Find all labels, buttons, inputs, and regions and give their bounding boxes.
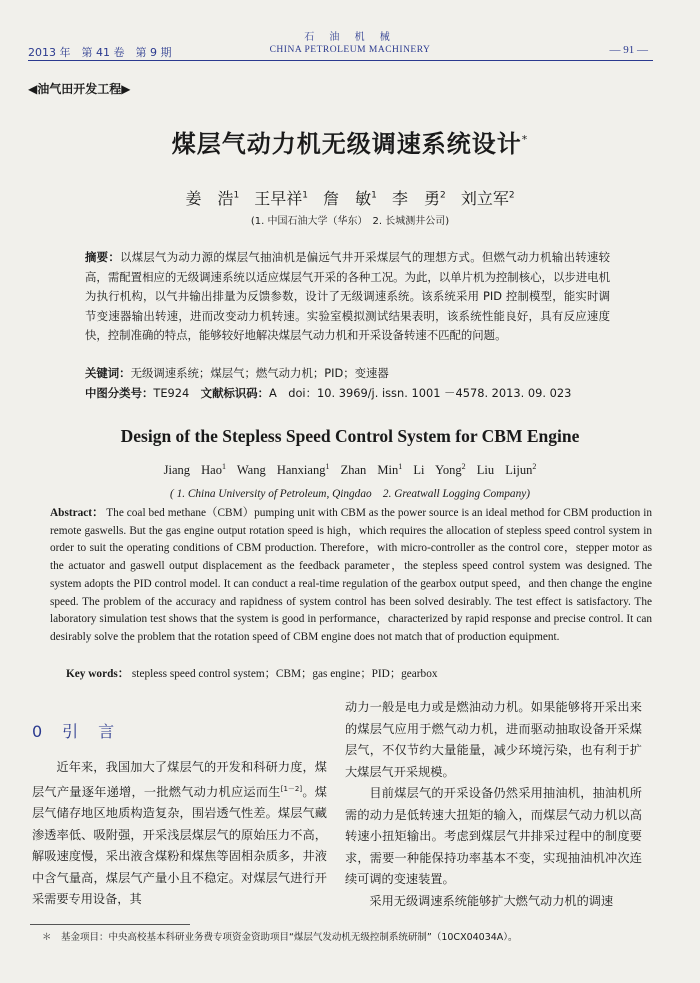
keywords-cn <box>85 365 625 381</box>
keywords-en-text: stepless speed control system；CBM；gas engine；PID；gearbox <box>131 668 438 680</box>
abstract-cn-label: 摘要： <box>85 250 121 264</box>
doc-code: A <box>269 386 277 400</box>
keywords-en <box>66 665 666 681</box>
author-affil-mark: 1 <box>371 190 377 201</box>
author-name: 姜 浩 <box>185 189 234 208</box>
author-list-cn <box>0 186 700 209</box>
body-left-column <box>32 757 327 911</box>
author-en <box>341 463 403 477</box>
author-affil-mark: 1 <box>221 462 226 471</box>
author-name: 王早祥 <box>254 189 303 208</box>
author-en <box>477 463 537 477</box>
author-cn <box>185 189 239 208</box>
issue-info: 2013 年 第 41 卷 第 9 期 <box>28 46 172 59</box>
author-affil-mark: 1 <box>302 190 309 201</box>
keywords-en-label: Key words： <box>66 668 130 680</box>
right-paragraph-1: 动力一般是电力或是燃油动力机。如果能够将开采出来的煤层气应用于燃气动力机，进而驱动抽取设备开采煤层气，不仅节约大量能量，减少环境污染，也有利于扩大煤层气开采规模。 <box>345 700 642 779</box>
right-paragraph-2: 目前煤层气的开采设备仍然采用抽油机，抽油机所需的动力是低转速大扭矩的输入，而煤层气动力机以高转速小扭矩输出。考虑到煤层气井排采过程中的制度要求，需要一种能保持功率基本不变，实现抽油机冲次连续可调的变速装置。 <box>345 786 642 886</box>
author-affil-mark: 2 <box>461 462 466 471</box>
clc-label: 中图分类号： <box>85 386 154 400</box>
keywords-cn-label: 关键词： <box>85 366 131 380</box>
author-name: 李 勇 <box>391 189 440 208</box>
author-affil-mark: 2 <box>439 190 446 201</box>
author-affil-mark: 1 <box>398 462 403 471</box>
paper-title-en: Design of the Stepless Speed Control System for CBM Engine <box>120 426 580 446</box>
author-affil-mark: 2 <box>508 190 515 201</box>
intro-paragraph: 近年来，我国加大了煤层气的开发和科研力度，煤层气产量逐年递增，一批燃气动力机应运而生 <box>32 760 327 799</box>
journal-masthead <box>0 28 700 55</box>
author-affil-mark: 1 <box>325 462 330 471</box>
author-name: Liu Lijun <box>476 463 533 478</box>
author-cn <box>461 189 515 208</box>
affiliations-cn: (1. 中国石油大学（华东） 2. 长城测井公司) <box>250 216 450 227</box>
page-number: — 91 — <box>609 44 648 56</box>
abstract-cn <box>85 248 610 346</box>
affiliations-en: ( 1. China University of Petroleum, Qingdao 2. Greatwall Logging Company) <box>169 488 530 500</box>
author-name: 詹 敏 <box>323 189 372 208</box>
author-list-en <box>0 462 700 478</box>
doc-code-label: 文献标识码： <box>200 386 270 400</box>
keywords-cn-text: 无级调速系统；煤层气；燃气动力机；PID；变速器 <box>130 366 389 380</box>
title-cn-text: 煤层气动力机无级调速系统设计 <box>171 130 522 158</box>
author-name: Li Yong <box>413 463 462 478</box>
author-cn <box>254 189 308 208</box>
doi: doi：10. 3969/j. issn. 1001 －4578. 2013. 09. 023 <box>288 386 572 400</box>
author-en <box>164 463 226 477</box>
body-right-column <box>345 697 642 912</box>
clc-code: TE924 <box>153 386 190 400</box>
header-rule <box>28 60 653 61</box>
footnote-rule <box>30 924 190 925</box>
abstract-cn-text: 以煤层气为动力源的煤层气抽油机是偏远气井开采煤层气的理想方式。但燃气动力机输出转速较高，需配置相应的无级调速系统以适应煤层气开采的各种工况。为此，以单片机为控制核心，以步进电机为执行机构，以气井输出排量为反馈参数，设计了无级调速系统。该系统采用 PID 控制模型，能实时调节变速器输出转速，进而改变动力机转速。实验室模拟测试结果表明，该系统性能良好，具有反应速度快，控制准确的特点，能够较好地解决煤层气动力机和开采设备转速不匹配的问题。 <box>85 250 610 342</box>
classification-line <box>85 385 645 401</box>
author-name: 刘立军 <box>460 189 509 208</box>
citation: [1－2] <box>280 784 303 793</box>
abstract-en-label: Abstract： <box>50 507 104 519</box>
author-affil-mark: 2 <box>532 462 537 471</box>
title-footnote-mark: * <box>521 133 529 146</box>
journal-name-cn: 石 油 机 械 <box>304 32 396 43</box>
section-tag: ◀油气田开发工程▶ <box>28 82 131 96</box>
abstract-en <box>50 505 652 647</box>
author-name: Zhan Min <box>340 463 399 478</box>
journal-name-en: CHINA PETROLEUM MACHINERY <box>269 45 431 55</box>
abstract-en-text: The coal bed methane（CBM）pumping unit with CBM as the power source is an ideal method for CBM production in remote gaswells. But the gas engine output rotation speed is high，which requires the allocation of stepless speed control system in order to suit the operating conditions of CBM production. Therefore，with micro-controller as the control core，stepper motor as the actuator and gaswell output displacement as the feedback parameter，the stepless speed control system was designed. The system adopts the PID control model. It can conduct a real-time regulation of the gearbox output speed，and then change the engine speed. The problem of the accuracy and rapidness of system control has been solved desirably. The test effect is satisfactory. The laboratory simulation test shows that the system is good in performance，characterized by rapid response and precise control. It can desirably solve the problem that the rotation speed of CBM engine does not match that of production equipment. <box>50 507 652 643</box>
author-en <box>413 463 465 477</box>
paper-title-cn <box>0 124 700 159</box>
author-cn <box>323 189 377 208</box>
funding-footnote: ＊ 基金项目：中央高校基本科研业务费专项资金资助项目“煤层气发动机无级控制系统研制”（10CX04034A）。 <box>42 932 518 943</box>
author-affil-mark: 1 <box>233 190 240 201</box>
author-name: Wang Hanxiang <box>236 463 326 478</box>
author-en <box>237 463 330 477</box>
right-paragraph-3: 采用无级调速系统能够扩大燃气动力机的调速 <box>369 893 614 908</box>
intro-paragraph-cont: 。煤层气储存地区地质构造复杂，围岩透气性差。煤层气藏渗透率低、吸附强，开采浅层煤层气的原始压力不高，解吸速度慢，采出液含煤粉和煤焦等固相杂质多，井液中含气量高，煤层气产量小且不稳定。对煤层气进行开采需要专用设备，其 <box>32 784 327 907</box>
author-cn <box>392 189 446 208</box>
section-heading: 0 引 言 <box>32 722 117 741</box>
author-name: Jiang Hao <box>163 463 222 478</box>
